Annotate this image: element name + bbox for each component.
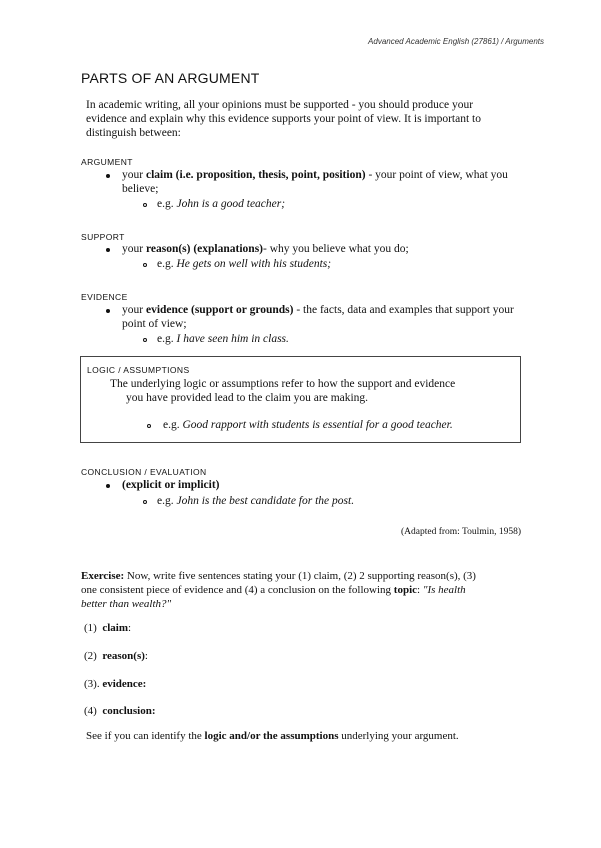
argument-example: e.g. John is a good teacher;	[157, 198, 286, 210]
sub-bullet-icon	[143, 338, 147, 342]
sub-bullet-icon	[147, 424, 151, 428]
bullet-icon	[106, 248, 110, 252]
support-bullet: your reason(s) (explanations)- why you believe what you do;	[122, 243, 409, 255]
support-label: SUPPORT	[81, 232, 125, 242]
argument-bullet: your claim (i.e. proposition, thesis, point, position) - your point of view, what you believe;	[122, 169, 508, 195]
bullet-icon	[106, 484, 110, 488]
conclusion-bullet: (explicit or implicit)	[122, 479, 220, 491]
intro-paragraph: In academic writing, all your opinions must be supported - you should produce your evidence and explain why this evidence supports your point of view. It is important to distinguish between:	[86, 99, 481, 139]
conclusion-label: CONCLUSION / EVALUATION	[81, 467, 207, 477]
evidence-label: EVIDENCE	[81, 292, 128, 302]
logic-example: e.g. Good rapport with students is essential for a good teacher.	[163, 419, 453, 431]
item-claim: (1) claim:	[84, 622, 132, 634]
bullet-icon	[106, 309, 110, 313]
source-citation: (Adapted from: Toulmin, 1958)	[400, 527, 521, 537]
closing-sentence: See if you can identify the logic and/or the assumptions underlying your argument.	[86, 730, 459, 742]
exercise-paragraph: Exercise: Now, write five sentences stating your (1) claim, (2) 2 supporting reason(s), (3) one consistent piece of evidence and (4) a conclusion on the following topic: "Is health better than wealth?"	[81, 570, 476, 610]
logic-text: The underlying logic or assumptions refer to how the support and evidence you have provided lead to the claim you are making.	[110, 378, 456, 404]
evidence-bullet: your evidence (support or grounds) - the facts, data and examples that support your point of view;	[122, 304, 514, 330]
running-header: Advanced Academic English (27861) / Arguments	[368, 37, 544, 46]
page-title: PARTS OF AN ARGUMENT	[81, 70, 260, 86]
sub-bullet-icon	[143, 263, 147, 267]
argument-label: ARGUMENT	[81, 157, 133, 167]
evidence-example: e.g. I have seen him in class.	[157, 333, 289, 345]
support-example: e.g. He gets on well with his students;	[157, 258, 332, 270]
item-reasons: (2) reason(s):	[84, 650, 148, 662]
conclusion-example: e.g. John is the best candidate for the post.	[157, 495, 355, 507]
item-evidence: (3). evidence:	[84, 678, 147, 690]
sub-bullet-icon	[143, 500, 147, 504]
item-conclusion: (4) conclusion:	[84, 705, 156, 717]
bullet-icon	[106, 174, 110, 178]
logic-label: LOGIC / ASSUMPTIONS	[87, 365, 190, 375]
sub-bullet-icon	[143, 203, 147, 207]
